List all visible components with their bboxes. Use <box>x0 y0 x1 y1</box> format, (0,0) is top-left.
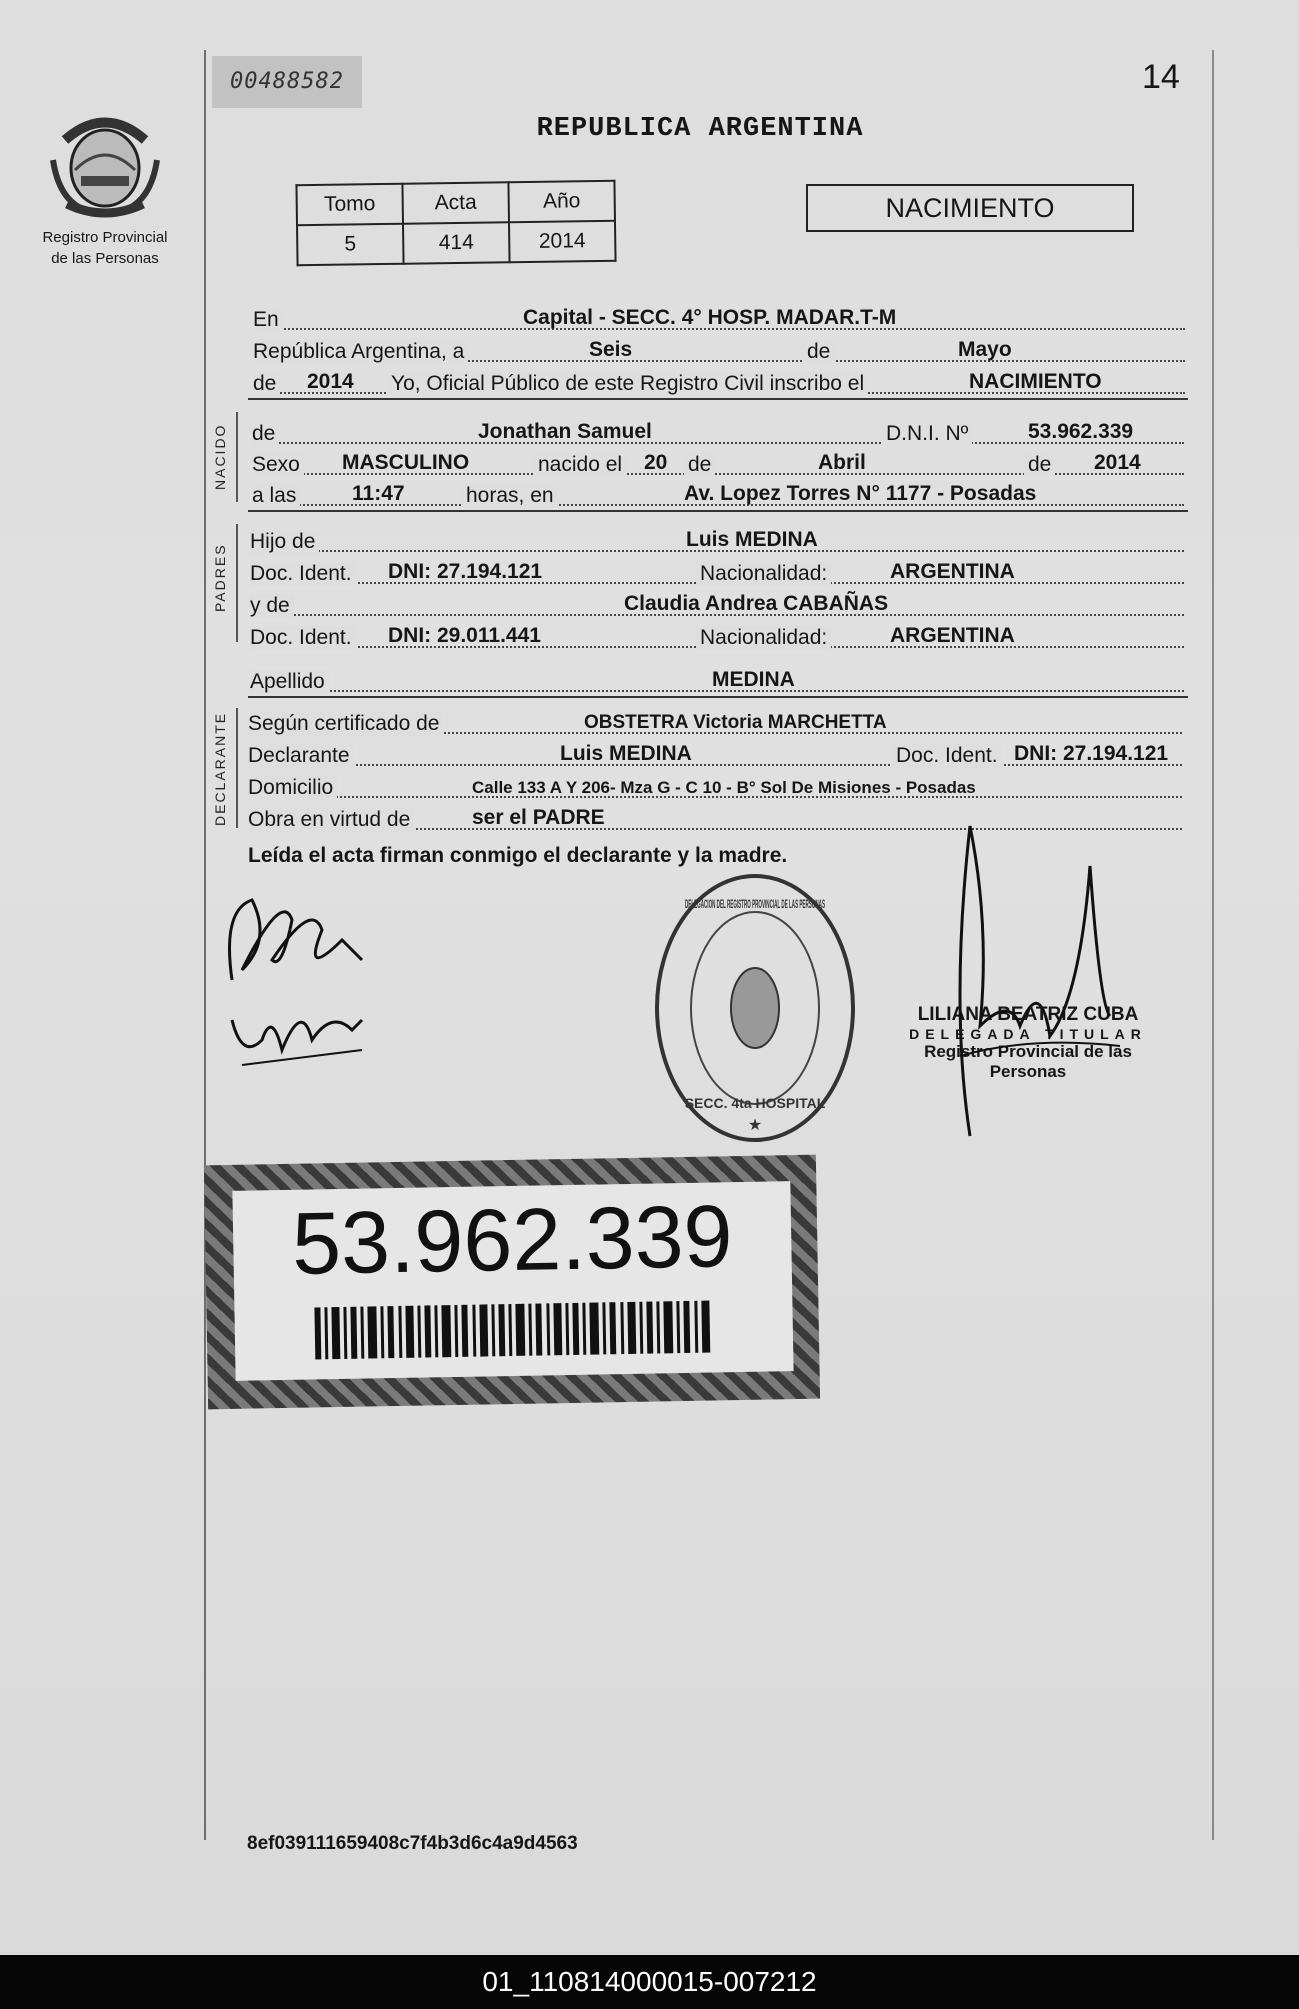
barcode-panel <box>232 1181 793 1381</box>
mother-doc-line <box>250 620 1184 648</box>
stamp-arc-text: DELEGACION DEL REGISTRO PROVINCIAL DE LAS PERSONAS <box>685 897 825 911</box>
stamp-inner-text: SECC. 4ta HOSPITAL <box>684 1095 826 1111</box>
mother-name: Claudia Andrea CABAÑAS <box>624 592 889 615</box>
father-name: Luis MEDINA <box>686 528 818 551</box>
birth-place: Av. Lopez Torres N° 1177 - Posadas <box>684 482 1037 505</box>
logo-caption-line2: de las Personas <box>51 250 159 267</box>
value-acta: 414 <box>403 222 510 263</box>
coat-of-arms-icon <box>731 968 779 1048</box>
republica-label: República Argentina, a <box>253 340 468 364</box>
section-rule <box>248 510 1188 512</box>
document-title: REPUBLICA ARGENTINA <box>536 114 864 144</box>
mother-line <box>250 588 1184 616</box>
official-stamp <box>650 868 860 1148</box>
segun-line <box>248 706 1182 734</box>
father-doc-line <box>250 556 1184 584</box>
en-value: Capital - SECC. 4° HOSP. MADAR.T-M <box>523 306 897 329</box>
official-role: DELEGADA TITULAR <box>909 1026 1147 1042</box>
value-anio: 2014 <box>509 221 616 262</box>
declarante-value: Luis MEDINA <box>560 742 692 765</box>
segun-label: Según certificado de <box>248 712 443 736</box>
father-doc: DNI: 27.194.121 <box>388 560 543 583</box>
section-rule <box>248 398 1188 400</box>
nacido-section-bar <box>236 412 238 502</box>
official-org: Registro Provincial de las Personas <box>924 1042 1132 1081</box>
declarante-section-label: DECLARANTE <box>212 711 228 826</box>
serial-number: 00488582 <box>212 56 362 108</box>
de2-label: de <box>253 372 280 396</box>
de-label: de <box>803 340 834 364</box>
birth-year: 2014 <box>1094 451 1141 474</box>
header-tomo: Tomo <box>296 184 403 225</box>
birth-time: 11:47 <box>352 482 405 505</box>
y-de-label: y de <box>250 594 294 618</box>
nacido-de-label: de <box>252 422 279 446</box>
padres-section-label: PADRES <box>212 543 228 612</box>
domicilio-line <box>248 770 1182 798</box>
birth-de-label-b: de <box>1024 453 1055 477</box>
birth-day: 20 <box>644 451 668 474</box>
date-line <box>253 334 1185 362</box>
padres-section-bar <box>236 524 238 642</box>
child-dni: 53.962.339 <box>1028 420 1134 443</box>
obra-label: Obra en virtud de <box>248 808 414 832</box>
month-value: Mayo <box>958 338 1012 361</box>
record-type-box: NACIMIENTO <box>806 184 1134 232</box>
en-line <box>253 302 1185 330</box>
domicilio-value: Calle 133 A Y 206- Mza G - C 10 - B° Sol De Misiones - Posadas <box>472 778 976 797</box>
father-nac-label: Nacionalidad: <box>696 562 831 586</box>
registry-table <box>295 180 616 266</box>
dni-label: D.N.I. Nº <box>882 422 972 446</box>
a-las-label: a las <box>252 484 300 508</box>
father-line <box>250 524 1184 552</box>
birth-de-label-a: de <box>684 453 715 477</box>
registry-logo <box>30 100 180 267</box>
mother-doc: DNI: 29.011.441 <box>388 624 541 647</box>
time-place-line <box>252 478 1184 506</box>
declarante-line <box>248 738 1182 766</box>
declarante-label: Declarante <box>248 744 354 768</box>
official-signature <box>930 806 1130 1146</box>
sexo-label: Sexo <box>252 453 304 477</box>
sexo-value: MASCULINO <box>342 451 470 474</box>
mother-nac-label: Nacionalidad: <box>696 626 831 650</box>
segun-value: OBSTETRA Victoria MARCHETTA <box>584 712 887 733</box>
declarante-doc: DNI: 27.194.121 <box>1014 742 1169 765</box>
left-frame-line <box>204 50 206 1840</box>
declarante-doc-label: Doc. Ident. <box>892 744 1002 768</box>
inscribo-line <box>253 366 1185 394</box>
day-value: Seis <box>589 338 633 361</box>
child-name: Jonathan Samuel <box>478 420 652 443</box>
nacido-el-label: nacido el <box>534 453 626 477</box>
footer-filename: 01_110814000015-007212 <box>0 1955 1299 2009</box>
barcode-number: 53.962.339 <box>291 1186 734 1293</box>
father-nacionalidad: ARGENTINA <box>890 560 1015 583</box>
nacido-name-line <box>252 416 1184 444</box>
domicilio-label: Domicilio <box>248 776 337 800</box>
document-hash: 8ef039111659408c7f4b3d6c4a9d4563 <box>247 1833 578 1854</box>
header-anio: Año <box>508 181 615 222</box>
dni-barcode-label <box>204 1155 820 1410</box>
closing-statement: Leída el acta firman conmigo el declarante y la madre. <box>248 844 788 867</box>
mother-doc-label: Doc. Ident. <box>250 626 356 650</box>
section-rule <box>248 696 1188 698</box>
apellido-label: Apellido <box>250 670 329 694</box>
barcode-icon <box>314 1300 715 1359</box>
declarante-section-bar <box>236 708 238 828</box>
birth-month: Abril <box>818 451 866 474</box>
value-tomo: 5 <box>297 224 404 265</box>
page-number: 14 <box>1142 58 1180 96</box>
stamp-star-icon: ★ <box>747 1117 763 1134</box>
mother-nacionalidad: ARGENTINA <box>890 624 1015 647</box>
apellido-line <box>250 664 1184 692</box>
sexo-line <box>252 447 1184 475</box>
horas-label: horas, en <box>462 484 558 508</box>
header-acta: Acta <box>402 182 509 223</box>
obra-value: ser el PADRE <box>472 806 605 829</box>
provincia-de-misiones-seal-icon <box>45 100 165 220</box>
official-name: LILIANA BEATRIZ CUBA <box>917 1004 1139 1025</box>
nacido-section-label: NACIDO <box>212 423 228 490</box>
registry-value-row <box>297 221 616 265</box>
year-value: 2014 <box>307 370 354 393</box>
registry-header-row <box>296 181 615 225</box>
logo-caption-line1: Registro Provincial <box>42 229 168 246</box>
father-doc-label: Doc. Ident. <box>250 562 356 586</box>
right-frame-line <box>1212 50 1214 1840</box>
declarante-signature <box>212 880 382 1080</box>
en-label: En <box>253 308 283 332</box>
inscribo-value: NACIMIENTO <box>969 370 1102 393</box>
inscribo-label: Yo, Oficial Público de este Registro Civil inscribo el <box>387 372 868 396</box>
hijo-de-label: Hijo de <box>250 530 319 554</box>
apellido-value: MEDINA <box>712 668 795 691</box>
